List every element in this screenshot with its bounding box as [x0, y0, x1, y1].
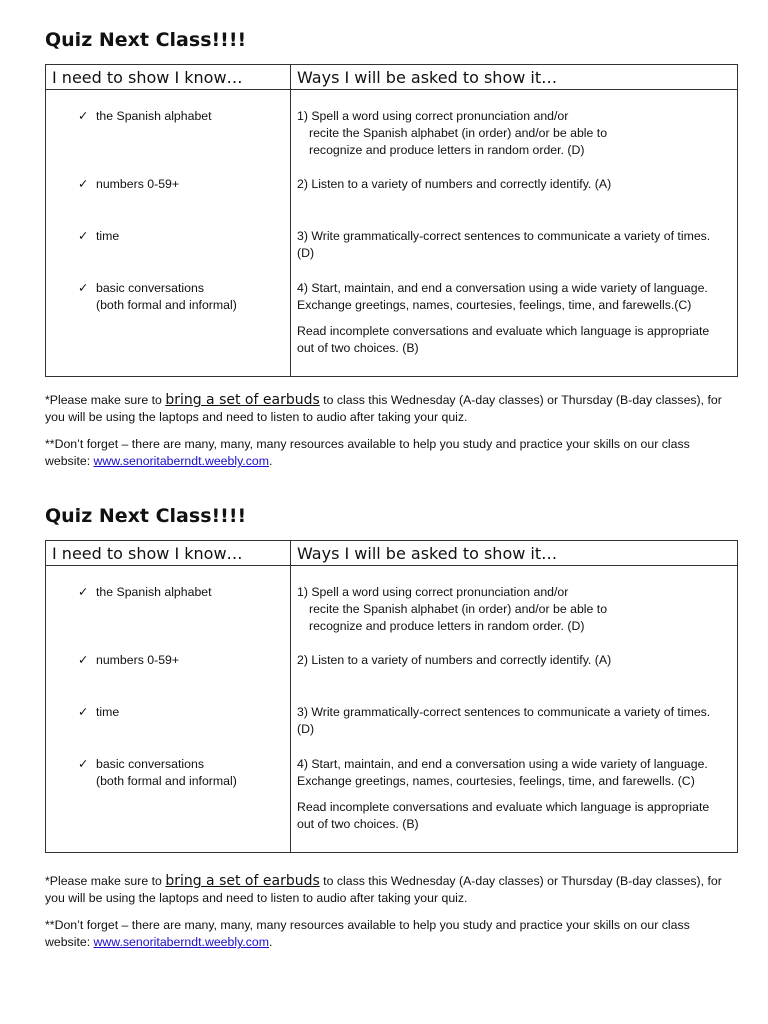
check-icon: ✓ — [78, 281, 89, 295]
table-row — [46, 90, 738, 177]
website-link[interactable]: www.senoritaberndt.weebly.com — [93, 454, 269, 468]
know-item: numbers 0-59+ — [96, 177, 180, 191]
table-row — [46, 176, 738, 228]
quiz-table — [45, 540, 738, 853]
check-icon: ✓ — [78, 177, 89, 191]
table-row — [46, 228, 738, 280]
check-icon: ✓ — [78, 585, 89, 599]
know-item: the Spanish alphabet — [96, 585, 212, 599]
know-item: time — [96, 229, 120, 243]
header-know: I need to show I know… — [46, 541, 291, 566]
resources-note: **Don’t forget – there are many, many, many resources available to help you study and practice your skills on our class website: www.senoritaberndt.weebly.com. — [45, 437, 690, 468]
ways-cell: 1) Spell a word using correct pronunciation and/or recite the Spanish alphabet (in order) and/or be able to recognize and produce letters in random order. (D) — [291, 90, 738, 177]
header-ways: Ways I will be asked to show it… — [291, 541, 738, 566]
table-row — [46, 652, 738, 704]
check-icon: ✓ — [78, 653, 89, 667]
quiz-table — [45, 64, 738, 377]
quiz-section-2 — [45, 502, 738, 951]
know-item: basic conversations (both formal and informal) — [96, 281, 237, 312]
header-ways: Ways I will be asked to show it… — [291, 65, 738, 90]
know-item: basic conversations (both formal and informal) — [96, 757, 237, 788]
check-icon: ✓ — [78, 705, 89, 719]
page-title: Quiz Next Class!!!! — [45, 29, 247, 51]
page-title: Quiz Next Class!!!! — [45, 505, 247, 527]
ways-cell: 3) Write grammatically-correct sentences to communicate a variety of times. (D) — [291, 228, 738, 280]
check-icon: ✓ — [78, 229, 89, 243]
website-link[interactable]: www.senoritaberndt.weebly.com — [93, 935, 269, 949]
resources-note: **Don’t forget – there are many, many, many resources available to help you study and practice your skills on our class website: www.senoritaberndt.weebly.com. — [45, 918, 690, 949]
earbuds-note: *Please make sure to bring a set of earbuds to class this Wednesday (A-day classes) or Thursday (B-day classes), for you will be using the laptops and need to listen to audio after taking your quiz. — [45, 873, 722, 905]
ways-cell: 3) Write grammatically-correct sentences to communicate a variety of times. (D) — [291, 704, 738, 756]
know-item: numbers 0-59+ — [96, 653, 180, 667]
know-item: the Spanish alphabet — [96, 109, 212, 123]
table-row — [46, 566, 738, 653]
ways-cell: 2) Listen to a variety of numbers and correctly identify. (A) — [291, 652, 738, 704]
know-item: time — [96, 705, 120, 719]
table-row — [46, 704, 738, 756]
header-know: I need to show I know… — [46, 65, 291, 90]
ways-cell: 1) Spell a word using correct pronunciation and/or recite the Spanish alphabet (in order) and/or be able to recognize and produce letters in random order. (D) — [291, 566, 738, 653]
ways-cell: 4) Start, maintain, and end a conversation using a wide variety of language. Exchange greetings, names, courtesies, feelings, time, and farewells.(C) Read incomplete conversations and evaluate which language is appropriate out of two choices. (B) — [291, 280, 738, 377]
check-icon: ✓ — [78, 109, 89, 123]
ways-cell: 4) Start, maintain, and end a conversation using a wide variety of language. Exchange greetings, names, courtesies, feelings, time, and farewells. (C) Read incomplete conversations and evaluate which language is appropriate out of two choices. (B) — [291, 756, 738, 853]
quiz-section-1 — [45, 26, 738, 470]
table-row — [46, 280, 738, 377]
earbuds-note: *Please make sure to bring a set of earbuds to class this Wednesday (A-day classes) or Thursday (B-day classes), for you will be using the laptops and need to listen to audio after taking your quiz. — [45, 392, 722, 424]
ways-cell: 2) Listen to a variety of numbers and correctly identify. (A) — [291, 176, 738, 228]
check-icon: ✓ — [78, 757, 89, 771]
table-row — [46, 756, 738, 853]
